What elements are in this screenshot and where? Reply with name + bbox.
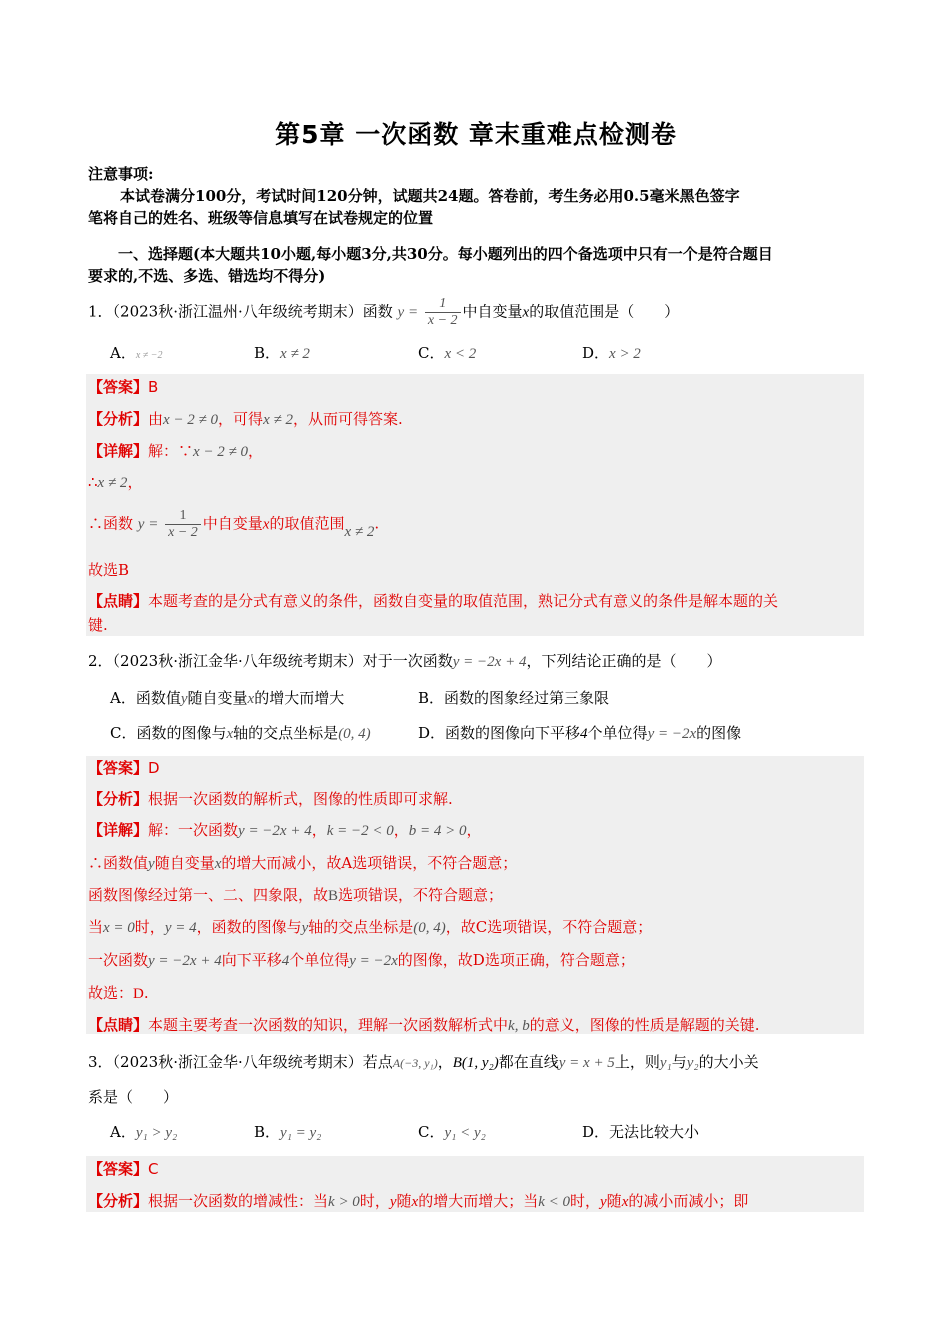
q2-option-d [418,722,741,745]
q2-line-1-post: 的增大而减小，故A选项错误，不符合题意； [221,854,518,872]
q3-mid: 都在直线 [498,1053,559,1071]
q1-therefore-1-post: ， [127,473,143,491]
q2-stem-end: ，下列结论正确的是（ ） [526,652,722,670]
q1-func-denominator: x − 2 [425,312,461,329]
q2-line-4-mid: 向下平移 [221,951,282,969]
q1-analysis-tag: 【分析】 [88,410,149,428]
q1-option-c-label: C． [418,344,445,362]
q3-y2: y₂ [686,1055,699,1071]
q3-number: 3． [88,1053,113,1071]
q2-choose-pre: 故选： [88,984,134,1002]
q2-line-3-mid-2: ，函数的图像与 [196,918,302,936]
q1-option-d-math: x > 2 [609,346,641,362]
q1-therefore-2 [88,508,379,541]
q2-option-a-label: A． [110,689,136,707]
q3-analysis-mid-4: 时， [569,1192,600,1210]
q1-source: （2023秋·浙江温州·八年级统考期末）函数 [112,302,393,321]
q1-comment-tag: 【点睛】 [88,592,149,610]
notice-line-2: 笔将自己的姓名、班级等信息填写在试卷规定的位置 [88,209,434,227]
q2-stem [88,650,721,673]
q2-line-1-pre: ∴函数值 [88,854,149,872]
q3-analysis [88,1190,748,1213]
q1-option-b-label: B． [254,344,281,362]
q2-detail-pre: 解：一次函数 [148,821,239,839]
q1-comment-text-1: 本题考查的是分式有意义的条件，函数自变量的取值范围，熟记分式有意义的条件是解本题的关 [148,592,779,610]
q3-option-b-label: B． [254,1123,281,1141]
q2-analysis-text: 根据一次函数的解析式，图像的性质即可求解. [148,790,453,808]
q2-detail-post: ， [466,821,482,839]
notice-line-1: 本试卷满分100分，考试时间120分钟，试题共24题。答卷前，考生务必用0.5毫米黑色签字 [120,187,740,205]
q2-line-3-point: (0, 4) [413,920,446,936]
q1-analysis-math-1: x − 2 ≠ 0 [163,412,219,428]
q2-option-c-label: C． [110,724,137,742]
q3-option-c [418,1121,486,1144]
q3-point-a: A(−3, y₁) [392,1056,438,1070]
q3-option-a-math: y₁ > y₂ [135,1125,178,1141]
q1-comment-line-1 [88,590,778,612]
q3-analysis-pre: 根据一次函数的增减性：当 [148,1192,329,1210]
q2-option-d-n: 4 [580,726,588,742]
q2-comment-pre: 本题主要考查一次函数的知识，理解一次函数解析式中 [148,1016,509,1034]
q1-therefore-1 [88,471,142,494]
q1-therefore-1-pre: ∴ [88,473,98,491]
q1-number: 1． [88,302,113,321]
page-title: 第5章 一次函数 章末重难点检测卷 [275,120,677,149]
q1-func-y: y = [397,304,419,321]
q2-analysis [88,788,453,810]
q3-sep: ， [437,1053,453,1071]
q1-stem [88,296,679,329]
q2-line-2 [88,884,503,907]
q2-option-d-mid: 个单位得 [587,724,648,742]
q2-detail-sep-1: ， [311,821,327,839]
q2-line-3-yaxis: y [301,920,309,936]
q1-option-b [254,342,310,365]
q1-therefore-2-math: x ≠ 2 [344,523,375,540]
q2-detail-func: y = −2x + 4 [238,823,312,839]
q2-option-b-label: B． [418,689,445,707]
q3-analysis-k2: k < 0 [538,1194,570,1210]
q2-line-4-func-2: y = −2x [349,953,398,969]
q2-line-1-y: y [148,856,155,872]
q2-detail-b: b = 4 > 0 [408,823,467,839]
q2-option-c-pre: 函数的图像与 [136,724,227,742]
q1-stem-end: 的取值范围是（ ） [529,302,680,321]
q1-analysis-pre: 由 [148,410,164,428]
q2-option-a-pre: 函数值 [135,689,181,707]
q3-source: （2023秋·浙江金华·八年级统考期末）若点 [112,1053,393,1071]
q2-choose-post: . [143,984,149,1002]
q1-analysis-mid: ，可得 [218,410,264,428]
q2-option-a-y: y [180,691,188,707]
q2-answer-tag: 【答案】 [88,759,149,777]
q2-option-b-text: 函数的图象经过第三象限 [444,689,610,707]
notice-heading: 注意事项: [88,165,154,183]
q3-option-d-label: D． [582,1123,610,1141]
q1-analysis [88,408,403,431]
q2-line-4-n: 4 [281,953,290,969]
q2-comment-tag: 【点睛】 [88,1016,149,1034]
q1-answer-value: B [148,378,159,396]
q1-option-b-math: x ≠ 2 [280,346,310,362]
q1-detail-post: ， [248,442,264,460]
q3-option-a-label: A． [110,1123,136,1141]
q1-therefore-2-y: y = [137,516,159,533]
q2-detail-tag: 【详解】 [88,821,149,839]
q3-answer-value: C [148,1160,159,1178]
q3-stem-line-1 [88,1051,759,1074]
q3-option-c-math: y₁ < y₂ [444,1125,486,1141]
q2-comment-kb: k, b [508,1018,530,1034]
q1-stem-after: 中自变量 [462,302,523,321]
q2-source: （2023秋·浙江金华·八年级统考期末）对于一次函数 [112,652,453,670]
q2-line-3-mid-1: 时， [134,918,165,936]
q1-analysis-post: ，从而可得答案. [292,410,403,428]
q2-answer [88,757,160,779]
q2-line-3-pre: 当 [88,918,104,936]
q2-line-3 [88,916,652,939]
q3-option-b [254,1121,321,1144]
q2-line-1 [88,852,517,875]
q3-option-c-label: C． [418,1123,445,1141]
q3-analysis-y1: y [389,1194,397,1210]
q2-option-c-point: (0, 4) [338,726,371,742]
q1-func-fraction [425,296,461,329]
q2-option-d-post: 的图像 [696,724,742,742]
q3-answer [88,1158,159,1180]
q3-analysis-mid-3: 的增大而增大；当 [418,1192,539,1210]
q2-option-c-x: x [226,726,234,742]
q3-y1: y₁ [659,1055,672,1071]
q1-option-c-math: x < 2 [444,346,477,362]
q3-option-d-text: 无法比较大小 [609,1123,700,1141]
q2-option-a-post: 的增大而增大 [254,689,345,707]
q2-func: y = −2x + 4 [452,654,527,670]
section-1-line-1: 一、选择题(本大题共10小题,每小题3分,共30分。每小题列出的四个备选项中只有一个是符合题目 [118,245,773,263]
q1-option-a-math: x ≠ −2 [135,350,163,361]
q3-analysis-mid-1: 时， [359,1192,390,1210]
q2-analysis-tag: 【分析】 [88,790,149,808]
q2-line-2-post: 选项错误，不符合题意； [338,886,504,904]
q3-analysis-y2: y [600,1194,607,1210]
q2-option-a-x: x [247,691,255,707]
q2-detail [88,819,482,842]
q2-line-4 [88,949,635,972]
q2-detail-sep-2: ， [393,821,409,839]
q1-comment-line-2: 键. [88,616,108,634]
q1-answer-tag: 【答案】 [88,378,149,396]
q1-therefore-2-fraction [165,508,201,541]
q3-analysis-mid-2: 随 [396,1192,412,1210]
q3-option-d [582,1121,699,1143]
q2-comment-post: 的意义，图像的性质是解题的关键. [529,1016,760,1034]
section-1-line-2: 要求的,不选、多选、错选均不得分) [88,267,326,285]
q2-option-c-mid: 轴的交点坐标是 [233,724,339,742]
q2-line-3-mid-3: 轴的交点坐标是 [308,918,414,936]
q3-analysis-tag: 【分析】 [88,1192,149,1210]
q3-mid-2: 上，则 [614,1053,660,1071]
q1-therefore-1-math: x ≠ 2 [97,475,128,491]
q3-analysis-mid-5: 随 [606,1192,622,1210]
q3-end-1: 的大小关 [698,1053,759,1071]
q1-option-c [418,342,476,365]
q2-option-a [110,687,344,710]
q1-therefore-2-mid2: 的取值范围 [269,514,345,533]
q2-line-3-x: x = 0 [103,920,135,936]
q1-therefore-2-x: x [262,516,270,533]
q2-choose [88,982,149,1005]
q1-detail-pre: 解：∵ [148,442,194,460]
q3-analysis-post: 的减小而减小；即 [628,1192,749,1210]
q2-line-1-mid: 随自变量 [154,854,215,872]
q1-option-d-label: D． [582,344,610,362]
q1-therefore-2-numerator: 1 [179,508,187,523]
q2-option-d-func: y = −2x [647,726,697,742]
q2-answer-value: D [148,759,160,777]
q2-number: 2． [88,652,113,670]
q1-option-a-label: A． [110,344,136,362]
q1-therefore-2-pre: ∴函数 [88,514,134,533]
q3-point-b: B(1, y₂) [452,1055,499,1071]
q2-option-b [418,687,609,709]
q2-line-4-post: 的图像，故D选项正确，符合题意； [397,951,635,969]
q1-analysis-math-2: x ≠ 2 [263,412,293,428]
q2-line-2-pre: 函数图像经过第一、二、四象限，故 [88,886,329,904]
q1-option-d [582,342,641,365]
q1-option-a [110,342,163,367]
q2-choose-value: D [133,986,144,1002]
q2-line-2-b: B [328,888,339,904]
q1-therefore-2-post: . [374,514,380,533]
q3-analysis-x1: x [411,1194,419,1210]
q3-option-b-math: y₁ = y₂ [280,1125,322,1141]
q2-option-a-mid: 随自变量 [187,689,248,707]
q1-var-x: x [522,304,530,321]
q1-therefore-2-mid: 中自变量 [202,514,263,533]
q3-stem-line-2: 系是（ ） [88,1088,179,1106]
q3-line: y = x + 5 [558,1055,615,1071]
q1-choose: 故选B [88,561,130,579]
q3-option-a [110,1121,177,1144]
q2-line-4-mid-2: 个单位得 [289,951,350,969]
q3-analysis-k1: k > 0 [328,1194,360,1210]
q1-detail [88,440,263,463]
q2-line-3-y: y = 4 [164,920,197,936]
q2-option-c [110,722,371,745]
q1-func-numerator: 1 [439,296,447,311]
q3-analysis-x2: x [621,1194,629,1210]
q2-detail-k: k = −2 < 0 [326,823,394,839]
q3-answer-tag: 【答案】 [88,1160,149,1178]
q1-therefore-2-denominator: x − 2 [165,524,201,541]
q1-detail-math: x − 2 ≠ 0 [193,444,249,460]
q2-line-4-func: y = −2x + 4 [148,953,222,969]
q2-option-d-pre: 函数的图像向下平移 [445,724,581,742]
q1-answer [88,376,158,398]
q2-line-3-post: ，故C选项错误，不符合题意； [445,918,653,936]
q3-and: 与 [671,1053,687,1071]
q2-line-1-x: x [214,856,222,872]
q2-option-d-label: D． [418,724,446,742]
q2-line-4-pre: 一次函数 [88,951,149,969]
q2-comment [88,1014,759,1037]
q1-detail-tag: 【详解】 [88,442,149,460]
